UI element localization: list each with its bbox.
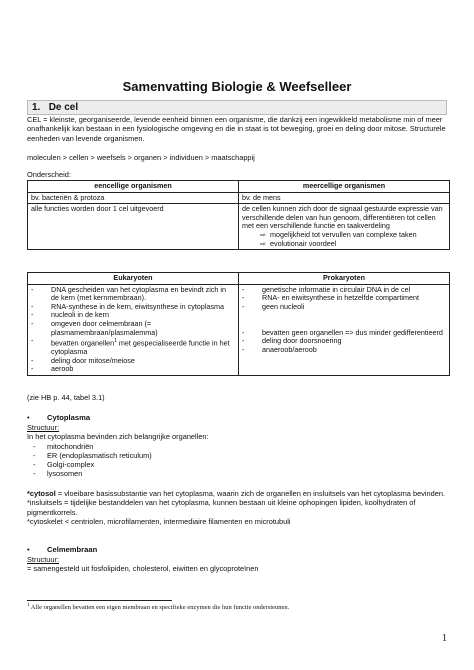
list-item: - aeroob <box>31 365 235 374</box>
list-item: - nucleoli in de kern <box>31 311 235 320</box>
onderscheid-label <box>27 170 452 179</box>
list-item <box>31 337 235 357</box>
intro-paragraph <box>27 115 452 143</box>
insluitsels-definition: *insluitsels = tijdelijke bestanddelen van het cytoplasma, kunnen bestaan uit kleine ophopingen lipiden, koolhydraten of pigmentkorrels. <box>27 498 416 517</box>
list-item: - deling door mitose/meiose <box>31 357 235 366</box>
celmembraan-title: Celmembraan <box>47 545 98 554</box>
list-item: - ER (endoplasmatisch reticulum) <box>27 451 452 460</box>
arrow-icon: ⇨ <box>260 238 267 248</box>
bullet-icon: • <box>27 545 30 554</box>
cytosol-text: = vloeibare basissubstantie van het cytoplasma, waarin zich de organellen en insluitsels van het cytoplasma bevinden. <box>55 489 446 498</box>
section-number: 1. <box>32 102 41 113</box>
cytosol-definition <box>27 489 452 498</box>
cel-definition: CEL = kleinste, georganiseerde, levende eenheid binnen een organisme, die dankzij een ingewikkeld metabolisme min of meer onafhankelijk kan bestaan in een fysiologische omgeving en die in staat is tot beweging, groei en deling door mitose. Structurele eenheden van levende organismen. <box>27 115 446 143</box>
list-item: - omgeven door celmembraan (= plasmamembraan/plasmalemma) <box>31 320 235 337</box>
table-cell-prokaryoten <box>239 284 450 375</box>
hierarchy-line <box>27 153 452 162</box>
list-item: - deling door doorsnoering <box>242 337 446 346</box>
cytosol-term: *cytosol <box>27 489 56 498</box>
list-item: - DNA gescheiden van het cytoplasma en bevindt zich in de kern (met kernmembraan). <box>31 286 235 303</box>
onderscheid-text: Onderscheid: <box>27 170 71 179</box>
footnote <box>27 603 289 611</box>
list-item: - mitochondriën <box>27 442 452 451</box>
table-header: meercellige organismen <box>239 181 450 193</box>
footnote-divider <box>27 600 172 601</box>
cytoplasma-heading <box>27 413 90 422</box>
celmembraan-heading <box>27 545 97 554</box>
organellen-function-text: met gespecialiseerde functie in het cytoplasma <box>51 338 230 357</box>
list-item: - lysosomen <box>27 469 452 478</box>
table-reference <box>27 393 452 402</box>
cytoplasma-body <box>27 423 452 479</box>
arrow-item-text: evolutionair voordeel <box>270 238 337 248</box>
arrow-item-text: mogelijkheid tot vervullen van complexe taken <box>270 229 417 239</box>
table-cell: bv. bacteriën & protoza <box>28 192 239 204</box>
table-header: Prokaryoten <box>239 273 450 285</box>
arrow-item <box>242 240 446 249</box>
list-spacer <box>242 311 446 320</box>
table-header: Eukaryoten <box>28 273 239 285</box>
cytoplasma-title: Cytoplasma <box>47 413 91 422</box>
document-title: Samenvatting Biologie & Weefselleer <box>122 79 352 94</box>
structuur-label: Structuur: <box>27 423 60 432</box>
list-item: - geen nucleoli <box>242 303 446 312</box>
arrow-icon: ⇨ <box>260 229 267 239</box>
footnote-ref: 1 <box>114 338 117 345</box>
table-cell-eukaryoten <box>28 284 239 375</box>
bullet-icon: • <box>27 413 30 422</box>
hierarchy-text: moleculen > cellen > weefsels > organen > individuen > maatschappij <box>27 153 255 162</box>
table-cell-organisms <box>27 180 450 250</box>
table-eu-prokaryoten <box>27 272 450 376</box>
list-item: - RNA- en eiwitsynthese in hetzelfde compartiment <box>242 294 446 303</box>
celmembraan-text: = samengesteld uit fosfolipiden, cholesterol, eiwitten en glycoproteïnen <box>27 564 259 574</box>
list-item: - Golgi-complex <box>27 460 452 469</box>
footnote-marker: 1 <box>27 603 30 608</box>
list-item: - RNA-synthese in de kern, eiwitsynthese in cytoplasma <box>31 303 235 312</box>
page-number: 1 <box>442 633 447 644</box>
reference-text: (zie HB p. 44, tabel 3.1) <box>27 393 105 402</box>
list-item: - genetische informatie in circulair DNA in de cel <box>242 286 446 295</box>
list-item: - anaeroob/aeroob <box>242 346 446 355</box>
organellen-text: bevatten organellen <box>51 338 115 348</box>
differentiation-text: de cellen kunnen zich door de signaal gestuurde expressie van verschillende delen van hun genoom, differentiëren tot cellen met een verschillende functie en taakverdeling <box>242 204 443 231</box>
cytoskelet-definition: *cytoskelet < centriolen, microfilamenten, intermediaire filamenten en microtubuli <box>27 516 291 526</box>
structuur-label: Structuur: <box>27 555 60 564</box>
table-cell: bv. de mens <box>239 192 450 204</box>
list-item: - bevatten geen organellen => dus minder gedifferentieerd <box>242 329 446 338</box>
footnote-text: Alle organellen bevatten een eigen membraan en specifieke enzymen die hun functie ondersteunen. <box>29 604 290 612</box>
cytoplasma-definitions <box>27 489 452 526</box>
table-cell <box>239 204 450 250</box>
table-cell: alle functies worden door 1 cel uitgevoerd <box>28 204 239 250</box>
cytoplasma-intro: In het cytoplasma bevinden zich belangrijke organellen: <box>27 432 209 442</box>
section-title: De cel <box>48 102 79 113</box>
table-header: eencellige organismen <box>28 181 239 193</box>
section-heading-de-cel <box>27 100 447 115</box>
celmembraan-body <box>27 555 452 574</box>
